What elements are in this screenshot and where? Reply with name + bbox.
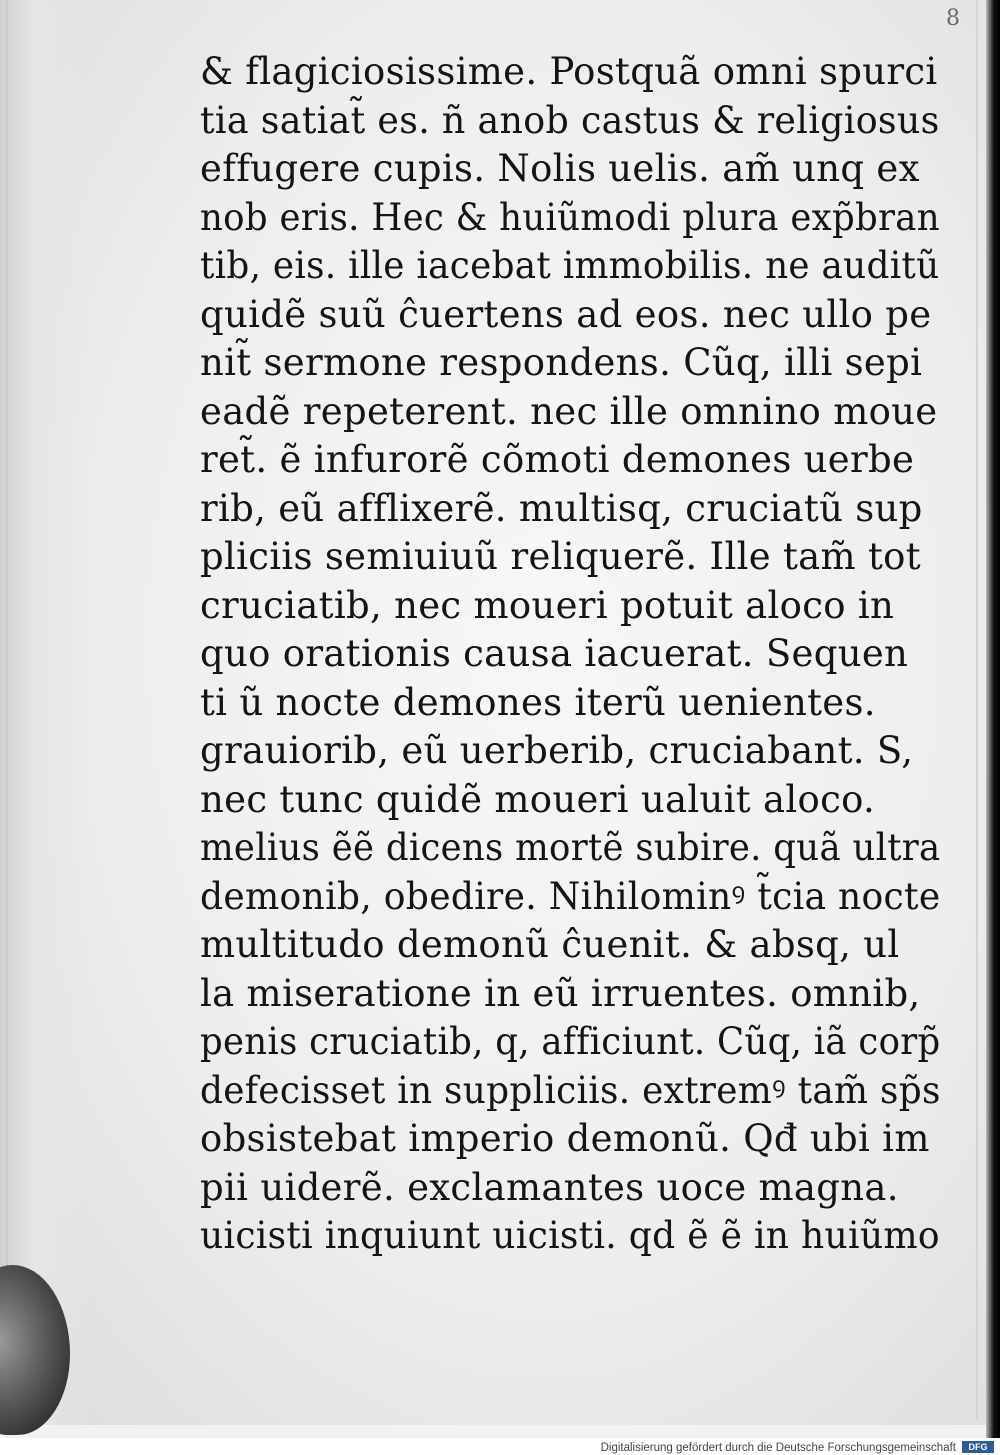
text-line: obsistebat imperio demonũ. Qđ ubi im [200, 1117, 930, 1160]
text-line: nec tunc quidẽ moueri ualuit aloco. [200, 777, 876, 821]
text-line: pii uiderẽ. exclamantes uoce magna. [200, 1165, 899, 1209]
text-line: effugere cupis. Nolis uelis. am̃ unq ex [200, 147, 920, 190]
text-line: defecisset in suppliciis. extremꝰ tam̃ sp̃s [200, 1068, 941, 1112]
text-line: nob eris. Hec & huiũmodi plura exp̃bran [200, 195, 940, 239]
text-line: uicisti inquiunt uicisti. qd ẽ ẽ in huiũmo [200, 1214, 940, 1257]
fold-line [6, 0, 8, 1425]
page-edge-shadow [986, 0, 1000, 1440]
text-line: tib, eis. ille iacebat immobilis. ne auditũ [200, 244, 940, 287]
text-line: nit̃ sermone respondens. Cũq, illi sepi [200, 341, 923, 384]
text-line: demonib, obedire. Nihilominꝰ t̃cia nocte [200, 874, 941, 918]
text-line: ret̃. ẽ infurorẽ cõmoti demones uerbe [200, 438, 915, 481]
text-line: cruciatib, nec moueri potuit aloco in [200, 583, 895, 627]
folio-mark: 8 [946, 6, 960, 31]
page-edge-line [976, 0, 978, 1420]
gutter-shadow [0, 0, 90, 1425]
text-line: ti ũ nocte demones iterũ uenientes. [200, 680, 876, 724]
footer-bar [0, 1438, 1000, 1455]
text-line: rib, eũ afflixerẽ. multisq, cruciatũ sup [200, 486, 923, 530]
text-line: quo orationis causa iacuerat. Sequen [200, 632, 909, 675]
text-line: melius ẽẽ dicens mortẽ subire. quã ultra [200, 826, 941, 869]
manuscript-text [200, 48, 940, 1261]
text-line: quidẽ suũ ĉuertens ad eos. nec ullo pe [200, 292, 932, 336]
text-line: la miseratione in eũ irruentes. omnib, [200, 971, 921, 1015]
funding-credit: Digitalisierung gefördert durch die Deutsche Forschungsgemeinschaft [600, 1442, 956, 1454]
text-line: eadẽ repeterent. nec ille omnino moue [200, 389, 938, 433]
text-line: & flagiciosissime. Postquã omni spurci [200, 50, 938, 93]
text-line: multitudo demonũ ĉuenit. & absq, ul [200, 923, 900, 966]
text-line: pliciis semiuiuũ reliquerẽ. Ille tam̃ tot [200, 535, 921, 578]
text-line: tia satiat̃ es. ñ anob castus & religiosus [200, 98, 940, 142]
dfg-logo: DFG [962, 1441, 994, 1453]
text-line: grauiorib, eũ uerberib, cruciabant. S, [200, 729, 914, 772]
text-line: penis cruciatib, q, afficiunt. Cũq, iã corp̃ [200, 1020, 941, 1063]
